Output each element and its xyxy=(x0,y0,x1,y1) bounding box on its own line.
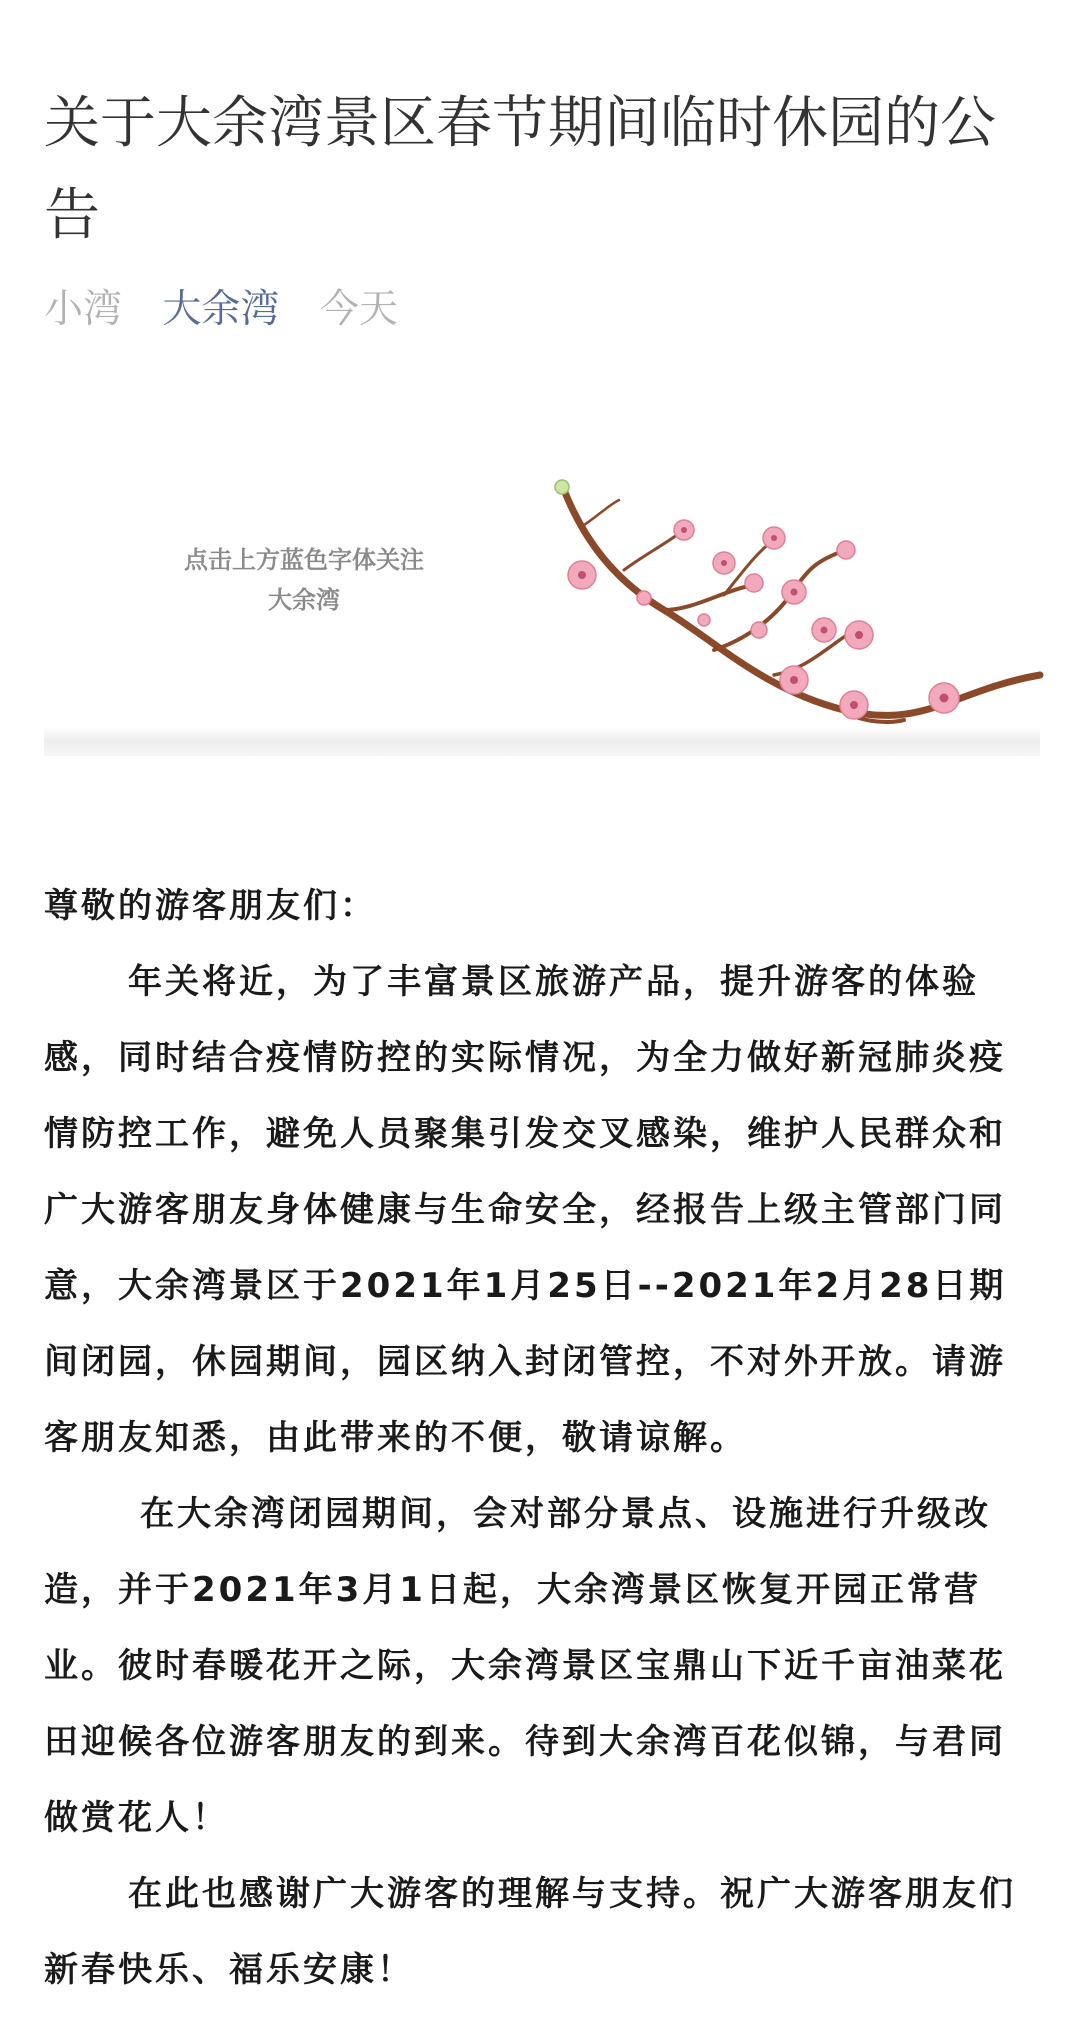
article-meta xyxy=(44,282,426,338)
author-name: 小湾 xyxy=(44,287,123,332)
account-name-link[interactable]: 大余湾 xyxy=(162,287,280,332)
follow-banner xyxy=(44,470,1040,770)
article-title: 关于大余湾景区春节期间临时休园的公告 xyxy=(44,91,996,248)
plum-blossom-branch-icon xyxy=(524,470,1044,740)
follow-banner-line1: 点击上方蓝色字体关注 xyxy=(184,545,424,574)
greeting: 尊敬的游客朋友们： xyxy=(44,886,377,926)
follow-banner-line2: 大余湾 xyxy=(268,585,340,614)
banner-divider xyxy=(44,728,1040,756)
paragraph-2: 在大余湾闭园期间，会对部分景点、设施进行升级改造，并于2021年3月1日起，大余湾景区恢复开园正常营业。彼时春暖花开之际，大余湾景区宝鼎山下近千亩油菜花田迎候各位游客朋友的到来。待到大余湾百花似锦，与君同做赏花人！ xyxy=(44,1494,1006,1838)
paragraph-3: 在此也感谢广大游客的理解与支持。祝广大游客朋友们新春快乐、福乐安康！ xyxy=(44,1874,1016,1990)
follow-banner-text xyxy=(154,540,454,620)
article-body xyxy=(44,868,1040,2008)
publish-date: 今天 xyxy=(319,287,398,332)
paragraph-1: 年关将近，为了丰富景区旅游产品，提升游客的体验感，同时结合疫情防控的实际情况，为全力做好新冠肺炎疫情防控工作，避免人员聚集引发交叉感染，维护人民群众和广大游客朋友身体健康与生命安全，经报告上级主管部门同意，大余湾景区于2021年1月25日--2021年2月28日期间闭园，休园期间，园区纳入封闭管控，不对外开放。请游客朋友知悉，由此带来的不便，敬请谅解。 xyxy=(44,962,1007,1458)
